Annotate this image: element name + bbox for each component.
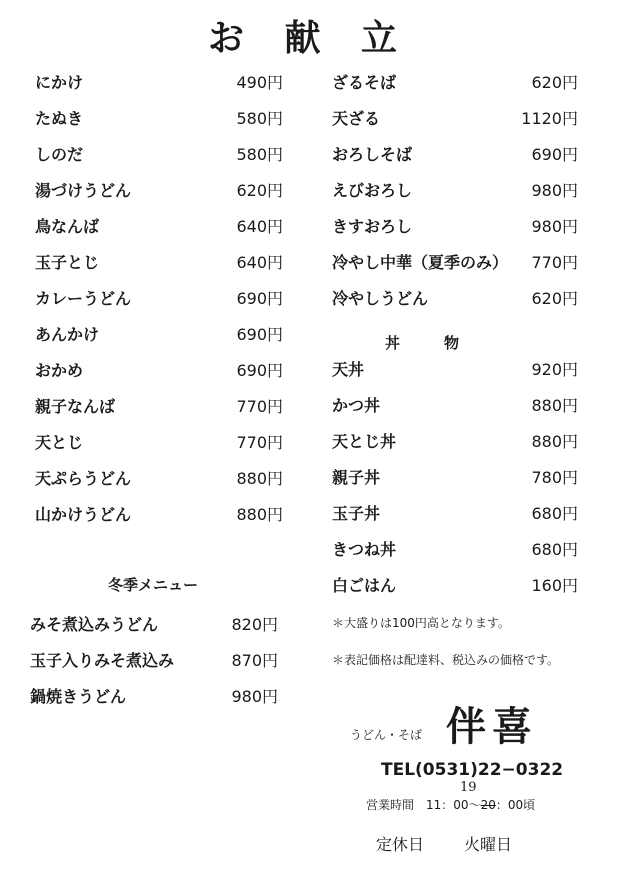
menu-item — [332, 387, 578, 423]
menu-item-price: 880円 — [236, 505, 283, 524]
handwritten-hour-correction: 19 — [460, 780, 477, 795]
closed-label: 定休日 — [376, 835, 425, 854]
menu-item-name: たぬき — [35, 109, 84, 128]
menu-item-name: 天とじ — [35, 433, 84, 452]
menu-item — [35, 244, 283, 280]
menu-item-name: みそ煮込みうどん — [30, 615, 159, 634]
menu-item-price: 620円 — [531, 289, 578, 308]
menu-item-name: 天ざる — [332, 109, 381, 128]
shop-name: 伴喜 — [446, 703, 538, 750]
menu-item — [332, 423, 578, 459]
donburi-heading-char-1: 丼 — [385, 334, 401, 352]
menu-item — [35, 136, 283, 172]
menu-item — [332, 459, 578, 495]
menu-item-name: 玉子入りみそ煮込み — [30, 651, 175, 670]
menu-item-name: にかけ — [35, 73, 84, 92]
menu-item-name: 鍋焼きうどん — [30, 687, 127, 706]
menu-item-name: しのだ — [35, 145, 84, 164]
menu-item — [332, 280, 578, 316]
menu-item — [332, 531, 578, 567]
menu-item-name: 天丼 — [332, 360, 365, 379]
hours-label: 営業時間 — [366, 798, 415, 812]
menu-item-price: 880円 — [236, 469, 283, 488]
menu-item — [332, 64, 578, 100]
hours-end-suffix: ：00頃 — [495, 798, 536, 812]
menu-item-price: 680円 — [531, 540, 578, 559]
menu-item-name: ざるそば — [332, 73, 397, 92]
menu-item-name: 親子丼 — [332, 468, 381, 487]
menu-item — [35, 100, 283, 136]
menu-item-price: 770円 — [236, 433, 283, 452]
winter-menu-list — [30, 606, 278, 714]
menu-item-price: 920円 — [531, 360, 578, 379]
menu-item-name: 玉子とじ — [35, 253, 100, 272]
menu-item-name: あんかけ — [35, 325, 100, 344]
closed-day-value: 火曜日 — [464, 835, 513, 854]
menu-item-price: 980円 — [231, 687, 278, 706]
left-menu-list — [35, 64, 283, 532]
menu-item-price: 690円 — [236, 289, 283, 308]
menu-item-price: 620円 — [531, 73, 578, 92]
menu-item — [35, 496, 283, 532]
right-menu-list — [332, 64, 578, 316]
menu-item-name: きすおろし — [332, 217, 413, 236]
menu-item-price: 690円 — [236, 325, 283, 344]
menu-item — [30, 606, 278, 642]
menu-item — [332, 172, 578, 208]
menu-item-name: 親子なんば — [35, 397, 116, 416]
menu-item — [332, 136, 578, 172]
menu-item — [35, 64, 283, 100]
menu-item — [35, 460, 283, 496]
menu-item-price: 620円 — [236, 181, 283, 200]
menu-item-price: 690円 — [531, 145, 578, 164]
shop-subtitle: うどん・そば — [350, 728, 423, 742]
menu-item-name: えびおろし — [332, 181, 413, 200]
note-large-serving: ＊大盛りは100円高となります。 — [332, 616, 510, 630]
menu-item-name: 天ぷらうどん — [35, 469, 132, 488]
menu-item-name: 天とじ丼 — [332, 432, 397, 451]
menu-item — [332, 495, 578, 531]
menu-item-price: 980円 — [531, 181, 578, 200]
donburi-heading — [385, 332, 459, 353]
menu-item — [332, 100, 578, 136]
business-hours — [366, 796, 535, 813]
menu-item-price: 640円 — [236, 217, 283, 236]
menu-item — [35, 208, 283, 244]
menu-item — [35, 424, 283, 460]
menu-item-name: おろしそば — [332, 145, 413, 164]
menu-item-price: 1120円 — [521, 109, 578, 128]
hours-start: 11：00〜 — [426, 798, 481, 812]
menu-item-name: おかめ — [35, 361, 84, 380]
donburi-menu-list — [332, 351, 578, 603]
menu-item-price: 980円 — [531, 217, 578, 236]
menu-item-name: 鳥なんば — [35, 217, 100, 236]
menu-item — [35, 352, 283, 388]
menu-item — [332, 244, 578, 280]
menu-item-name: 冷やしうどん — [332, 289, 429, 308]
menu-item-price: 780円 — [531, 468, 578, 487]
menu-item-name: カレーうどん — [35, 289, 132, 308]
menu-item-name: きつね丼 — [332, 540, 397, 559]
menu-item — [35, 172, 283, 208]
menu-item-price: 680円 — [531, 504, 578, 523]
donburi-heading-char-2: 物 — [444, 334, 460, 352]
menu-item — [332, 208, 578, 244]
menu-item — [30, 642, 278, 678]
menu-item — [35, 316, 283, 352]
winter-menu-heading: 冬季メニュー — [108, 576, 199, 594]
menu-item-price: 770円 — [531, 253, 578, 272]
menu-item-name: 冷やし中華（夏季のみ） — [332, 253, 509, 272]
menu-item-name: 山かけうどん — [35, 505, 132, 524]
closed-day — [376, 832, 512, 855]
menu-item-price: 690円 — [236, 361, 283, 380]
menu-item — [35, 388, 283, 424]
menu-item-price: 490円 — [236, 73, 283, 92]
menu-item-name: 白ごはん — [332, 576, 397, 595]
menu-item — [35, 280, 283, 316]
menu-item-price: 880円 — [531, 396, 578, 415]
menu-item-price: 880円 — [531, 432, 578, 451]
hours-old-end: 20 — [480, 798, 496, 812]
menu-item-price: 160円 — [531, 576, 578, 595]
menu-item-name: 玉子丼 — [332, 504, 381, 523]
menu-item-price: 580円 — [236, 109, 283, 128]
menu-item — [30, 678, 278, 714]
menu-item-price: 820円 — [231, 615, 278, 634]
menu-item-name: かつ丼 — [332, 396, 381, 415]
menu-item — [332, 351, 578, 387]
menu-item — [332, 567, 578, 603]
menu-item-price: 770円 — [236, 397, 283, 416]
menu-item-price: 640円 — [236, 253, 283, 272]
menu-title: お 献 立 — [207, 17, 412, 59]
menu-item-price: 580円 — [236, 145, 283, 164]
menu-item-price: 870円 — [231, 651, 278, 670]
note-price-info: ＊表記価格は配達料、税込みの価格です。 — [332, 653, 560, 667]
menu-item-name: 湯づけうどん — [35, 181, 132, 200]
shop-telephone: TEL(0531)22−0322 — [381, 760, 564, 780]
